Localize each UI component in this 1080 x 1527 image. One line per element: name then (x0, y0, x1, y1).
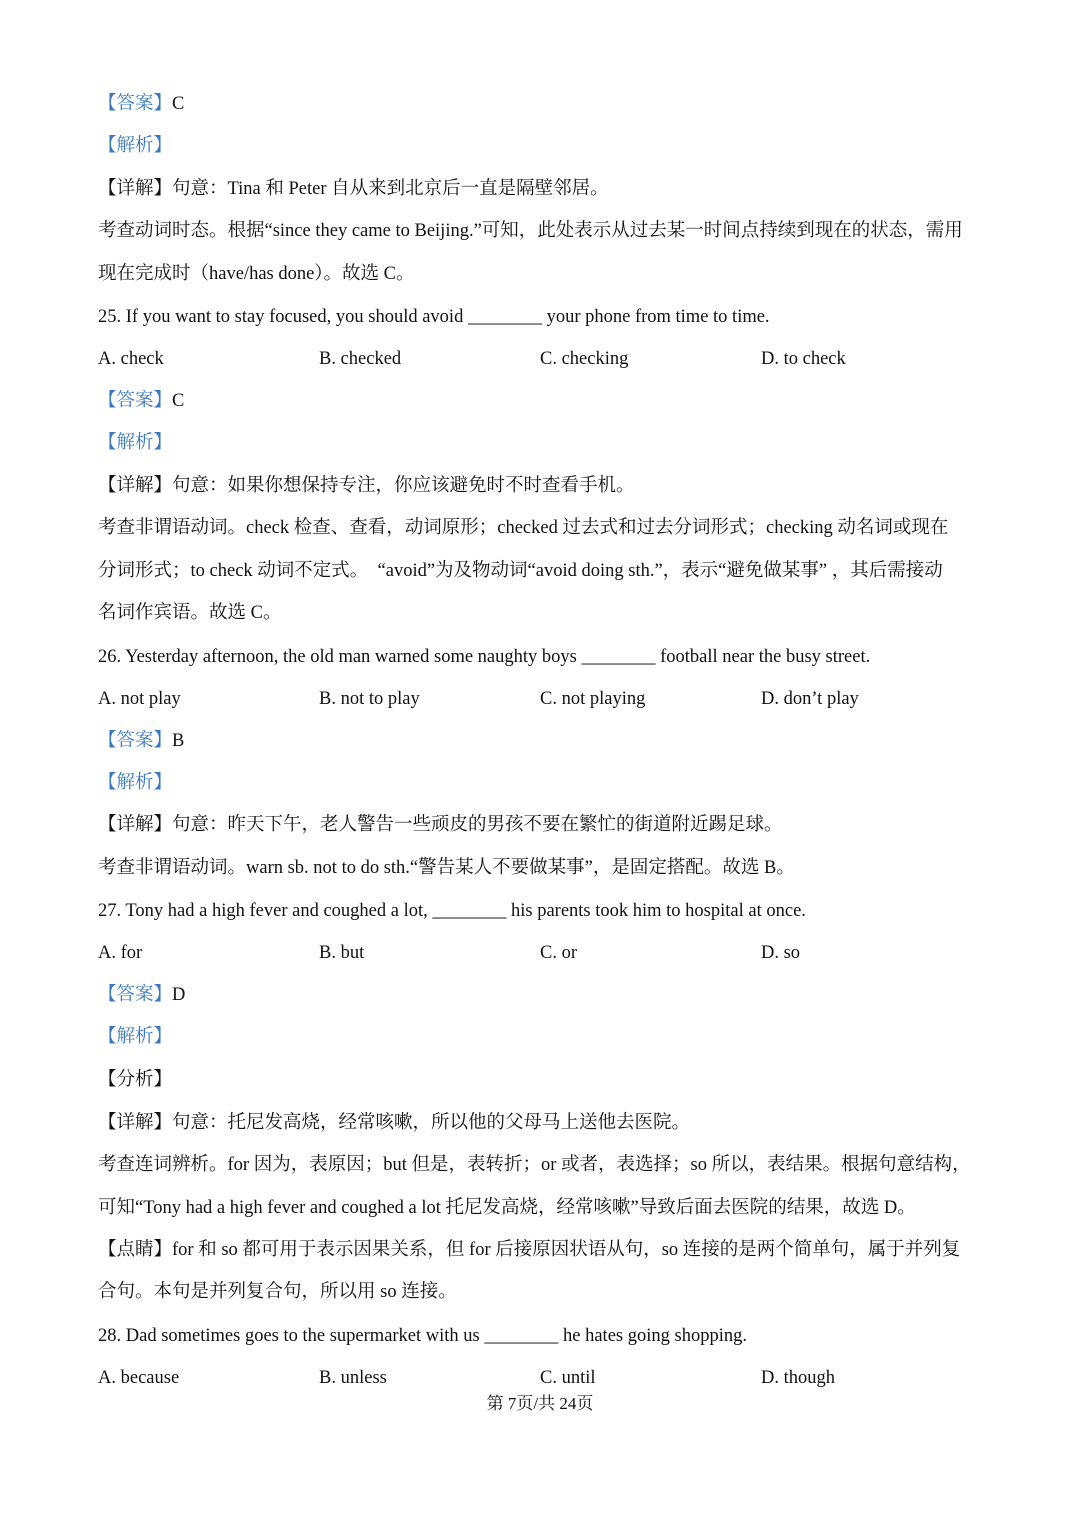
q27-answer-line (98, 983, 988, 1007)
option-d: D. so (761, 943, 801, 963)
dianjing-tag: 【点睛】 (98, 1240, 173, 1260)
answer-value: D (172, 985, 186, 1005)
q25-explain-line-3: 名词作宾语。故选 C。 (98, 603, 282, 623)
q27-fenxi-line (98, 1068, 988, 1092)
option-d: D. though (761, 1368, 835, 1388)
analysis-tag: 【解析】 (98, 773, 173, 793)
q25-analysis-line (98, 431, 988, 455)
q26-detail-line (98, 813, 988, 837)
q24-analysis-line (98, 134, 988, 158)
option-b: B. but (319, 943, 365, 963)
q27-analysis-line (98, 1025, 988, 1049)
dianjing-text: for 和 so 都可用于表示因果关系，但 for 后接原因状语从句，so 连接的是两个简单句，属于并列复 (172, 1240, 961, 1260)
answer-value: C (172, 94, 185, 114)
q25-explain-line-1: 考查非谓语动词。check 检查、查看，动词原形；checked 过去式和过去分词形式；checking 动名词或现在 (98, 518, 949, 538)
option-c: C. not playing (540, 689, 646, 709)
analysis-tag: 【解析】 (98, 136, 173, 156)
answer-tag: 【答案】 (98, 985, 173, 1005)
answer-tag: 【答案】 (98, 94, 173, 114)
answer-value: B (172, 731, 185, 751)
q24-explain-line-1: 考查动词时态。根据“since they came to Beijing.”可知，此处表示从过去某一时间点持续到现在的状态，需用 (98, 221, 963, 241)
option-a: A. because (98, 1368, 180, 1388)
option-c: C. checking (540, 349, 629, 369)
detail-tag: 【详解】 (98, 179, 173, 199)
q27-dianjing-line-2: 合句。本句是并列复合句，所以用 so 连接。 (98, 1282, 457, 1302)
detail-text: 句意：如果你想保持专注，你应该避免时不时查看手机。 (172, 476, 635, 496)
q27-detail-line (98, 1111, 988, 1135)
q27-dianjing-line-1 (98, 1238, 988, 1262)
q26-analysis-line (98, 771, 988, 795)
q26-answer-line (98, 729, 988, 753)
q26-stem: 26. Yesterday afternoon, the old man warned some naughty boys ________ football near the busy street. (98, 647, 871, 667)
q24-explain-line-2: 现在完成时（have/has done）。故选 C。 (98, 264, 415, 284)
option-c: C. until (540, 1368, 596, 1388)
answer-value: C (172, 391, 185, 411)
option-b: B. not to play (319, 689, 420, 709)
detail-text: 句意：Tina 和 Peter 自从来到北京后一直是隔壁邻居。 (172, 179, 609, 199)
q25-detail-line (98, 474, 988, 498)
option-b: B. checked (319, 349, 402, 369)
option-a: A. check (98, 349, 164, 369)
q27-explain-line-2: 可知“Tony had a high fever and coughed a lot 托尼发高烧，经常咳嗽”导致后面去医院的结果，故选 D。 (98, 1198, 916, 1218)
analysis-tag: 【解析】 (98, 1027, 173, 1047)
q27-explain-line-1: 考查连词辨析。for 因为，表原因；but 但是，表转折；or 或者，表选择；so 所以，表结果。根据句意结构， (98, 1155, 971, 1175)
option-b: B. unless (319, 1368, 387, 1388)
q25-explain-line-2: 分词形式；to check 动词不定式。 “avoid”为及物动词“avoid doing sth.”，表示“避免做某事” ，其后需接动 (98, 561, 943, 581)
fenxi-tag: 【分析】 (98, 1070, 173, 1090)
answer-tag: 【答案】 (98, 391, 173, 411)
option-c: C. or (540, 943, 577, 963)
option-a: A. not play (98, 689, 181, 709)
detail-text: 句意：托尼发高烧，经常咳嗽，所以他的父母马上送他去医院。 (172, 1113, 691, 1133)
detail-tag: 【详解】 (98, 1113, 173, 1133)
q24-detail-line (98, 177, 988, 201)
detail-text: 句意：昨天下午，老人警告一些顽皮的男孩不要在繁忙的街道附近踢足球。 (172, 815, 783, 835)
option-a: A. for (98, 943, 143, 963)
q26-explain-line-1: 考查非谓语动词。warn sb. not to do sth.“警告某人不要做某事”，是固定搭配。故选 B。 (98, 858, 795, 878)
page-footer: 第 7页/共 24页 (486, 1394, 594, 1413)
q25-answer-line (98, 389, 988, 413)
detail-tag: 【详解】 (98, 476, 173, 496)
q28-stem: 28. Dad sometimes goes to the supermarket with us ________ he hates going shopping. (98, 1326, 747, 1346)
analysis-tag: 【解析】 (98, 433, 173, 453)
q27-stem: 27. Tony had a high fever and coughed a lot, ________ his parents took him to hospital at once. (98, 901, 806, 921)
option-d: D. to check (761, 349, 846, 369)
option-d: D. don’t play (761, 689, 859, 709)
q25-stem: 25. If you want to stay focused, you should avoid ________ your phone from time to time. (98, 307, 770, 327)
answer-tag: 【答案】 (98, 731, 173, 751)
detail-tag: 【详解】 (98, 815, 173, 835)
q24-answer-line (98, 92, 988, 116)
